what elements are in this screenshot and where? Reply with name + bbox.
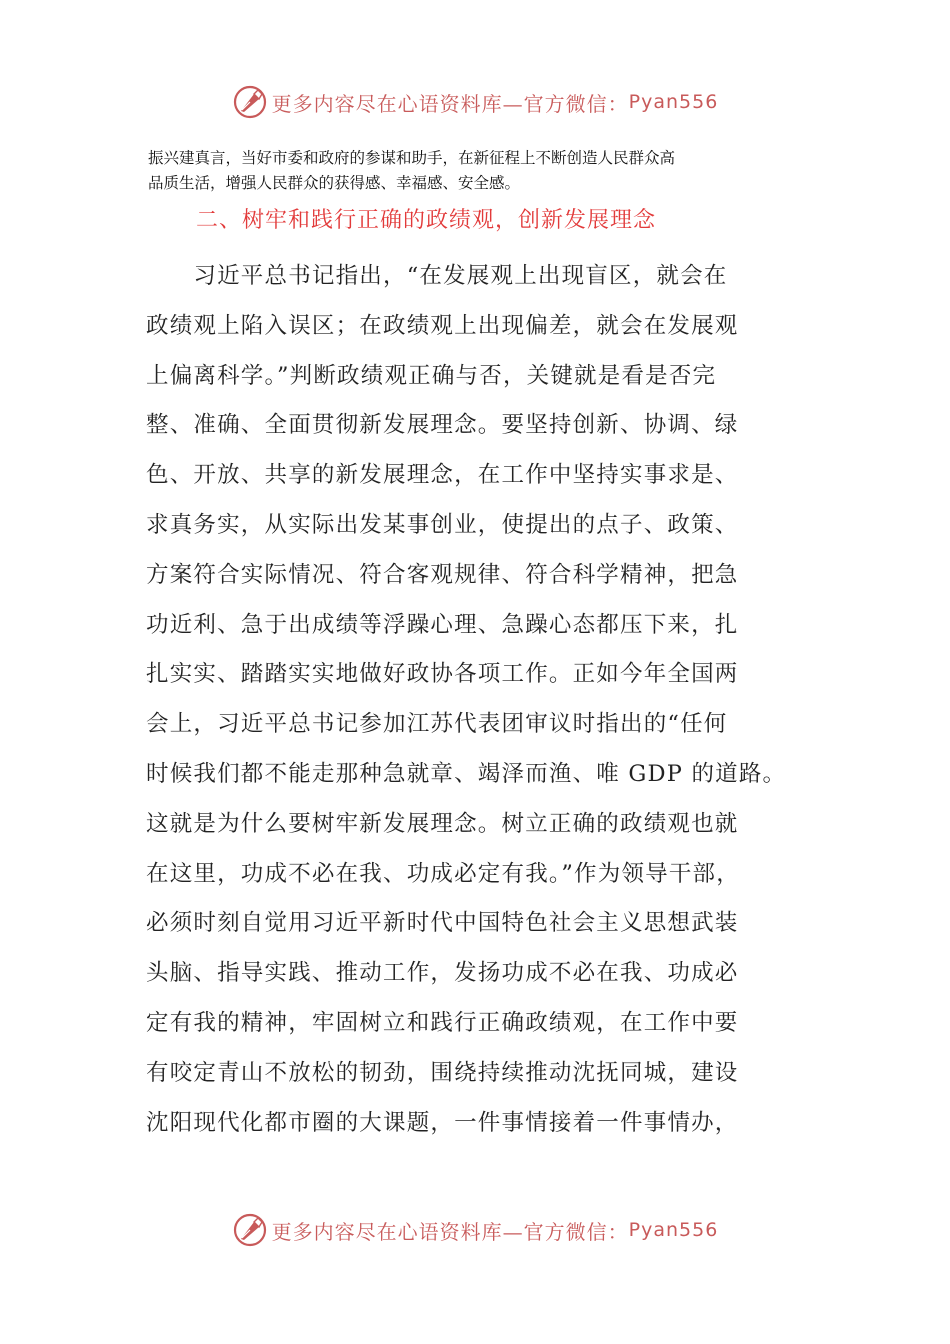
body-line: 在这里，功成不必在我、功成必定有我。”作为领导干部， — [146, 860, 740, 887]
banner-text: 更多内容尽在心语资料库—官方微信： — [271, 1219, 629, 1244]
banner-wechat-id: Pyan556 — [628, 91, 719, 113]
intro-line: 品质生活，增强人民群众的获得感、幸福感、安全感。 — [148, 174, 521, 192]
body-line: 会上，习近平总书记参加江苏代表团审议时指出的“任何 — [146, 711, 728, 738]
intro-line: 振兴建真言，当好市委和政府的参谋和助手，在新征程上不断创造人民群众高 — [148, 149, 676, 167]
banner-text: 更多内容尽在心语资料库—官方微信： — [271, 91, 629, 116]
body-line: 功近利、急于出成绩等浮躁心理、急躁心态都压下来，扎 — [146, 611, 739, 638]
body-line: 习近平总书记指出，“在发展观上出现盲区，就会在 — [146, 263, 728, 289]
body-line: 头脑、指导实践、推动工作，发扬功成不必在我、功成必 — [146, 960, 739, 987]
body-line: 求真务实，从实际出发某事创业，使提出的点子、政策、 — [146, 511, 739, 538]
pen-nib-logo-icon — [232, 84, 268, 120]
body-line: 整、准确、全面贯彻新发展理念。要坚持创新、协调、绿 — [146, 412, 739, 439]
body-line: 政绩观上陷入误区；在政绩观上出现偏差，就会在发展观 — [146, 312, 739, 339]
body-line: 上偏离科学。”判断政绩观正确与否，关键就是看是否完 — [146, 362, 717, 389]
body-line: 这就是为什么要树牢新发展理念。树立正确的政绩观也就 — [146, 810, 739, 837]
body-line: 扎实实、踏踏实实地做好政协各项工作。正如今年全国两 — [146, 661, 739, 688]
intro-paragraph — [148, 146, 808, 196]
body-paragraph — [146, 252, 826, 1148]
body-line: 有咬定青山不放松的韧劲，围绕持续推动沈抚同城，建设 — [146, 1059, 739, 1086]
body-line: 时候我们都不能走那种急就章、竭泽而渔、唯 GDP 的道路。 — [146, 760, 787, 787]
header-banner — [0, 82, 950, 122]
footer-banner — [0, 1210, 950, 1250]
body-line: 沈阳现代化都市圈的大课题，一件事情接着一件事情办， — [146, 1109, 739, 1136]
section-heading: 二、树牢和践行正确的政绩观，创新发展理念 — [196, 208, 657, 233]
body-line: 必须时刻自觉用习近平新时代中国特色社会主义思想武装 — [146, 910, 739, 937]
pen-nib-logo-icon — [232, 1212, 268, 1248]
body-line: 色、开放、共享的新发展理念，在工作中坚持实事求是、 — [146, 462, 739, 489]
body-line: 定有我的精神，牢固树立和践行正确政绩观，在工作中要 — [146, 1009, 739, 1036]
body-line: 方案符合实际情况、符合客观规律、符合科学精神，把急 — [146, 561, 739, 588]
banner-wechat-id: Pyan556 — [628, 1219, 719, 1241]
